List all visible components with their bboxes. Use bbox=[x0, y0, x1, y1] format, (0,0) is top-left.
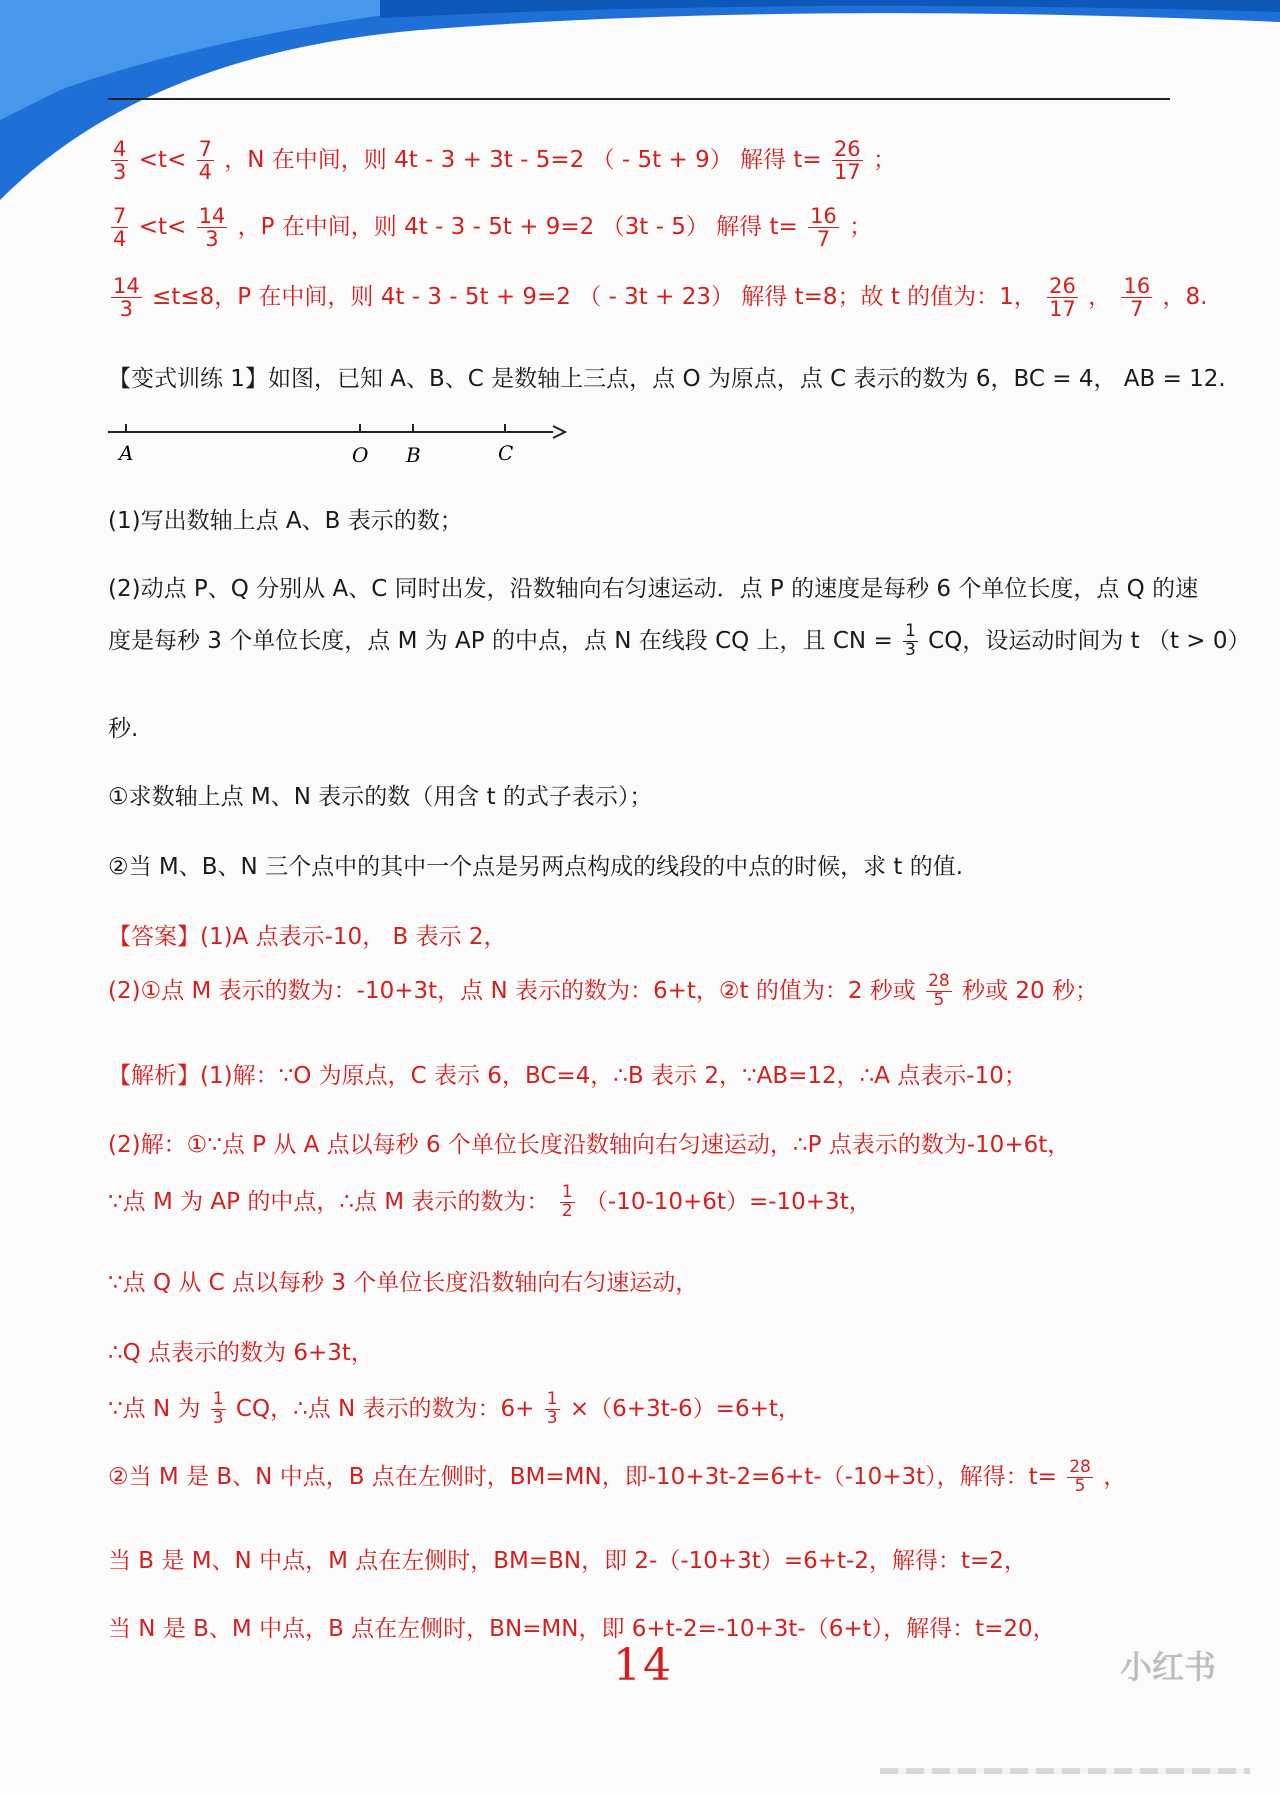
question-2-line-3: 秒. bbox=[108, 716, 139, 742]
case-line-3: $\frac{14}{3}$ ≤t≤8，P 在中间，则 4t - 3 - 5t + 9=2 （ - 3t + 23） 解得 t=8；故 t 的值为：1， $\frac{26}{17}$ ， $\frac{16}{7}$ ，8. bbox=[113, 274, 1208, 322]
point-a-label: A bbox=[119, 441, 134, 465]
bottom-strip bbox=[880, 1768, 1250, 1774]
point-b-label: B bbox=[406, 443, 421, 467]
analysis-line-6: ∵点 N 为 $\frac{1}{3}$ CQ，∴点 N 表示的数为：6+ $\frac{1}{3}$ ×（6+3t-6）=6+t， bbox=[108, 1389, 801, 1428]
analysis-line-5: ∴Q 点表示的数为 6+3t， bbox=[108, 1340, 374, 1366]
analysis-line-8: 当 B 是 M、N 中点，M 点在左侧时，BM=BN，即 2-（-10+3t）=6+t-2，解得：t=2， bbox=[108, 1548, 1027, 1574]
question-2-line-2: 度是每秒 3 个单位长度，点 M 为 AP 的中点，点 N 在线段 CQ 上，且 CN = $\frac{1}{3}$ CQ，设运动时间为 t （t > 0） bbox=[108, 621, 1251, 660]
analysis-line-1: 【解析】(1)解：∵O 为原点，C 表示 6，BC=4，∴B 表示 2，∵AB=12，∴A 点表示-10； bbox=[108, 1063, 1027, 1089]
point-o-label: O bbox=[352, 443, 369, 467]
page-number: 14 bbox=[613, 1640, 673, 1691]
watermark-logo: 小红书 bbox=[1120, 1648, 1217, 1686]
question-2-line-1: (2)动点 P、Q 分别从 A、C 同时出发，沿数轴向右匀速运动．点 P 的速度是每秒 6 个单位长度，点 Q 的速 bbox=[108, 576, 1199, 602]
analysis-line-2: (2)解：①∵点 P 从 A 点以每秒 6 个单位长度沿数轴向右匀速运动，∴P 点表示的数为-10+6t， bbox=[108, 1132, 1071, 1158]
question-1: (1)写出数轴上点 A、B 表示的数； bbox=[108, 508, 463, 534]
problem-intro: 【变式训练 1】如图，已知 A、B、C 是数轴上三点，点 O 为原点，点 C 表示的数为 6，BC = 4， AB = 12. bbox=[108, 366, 1226, 392]
analysis-line-7: ②当 M 是 B、N 中点，B 点在左侧时，BM=MN，即-10+3t-2=6+t-（-10+3t），解得：t= $\frac{28}{5}$ ， bbox=[108, 1457, 1127, 1496]
number-line-figure bbox=[108, 418, 568, 468]
case-line-1: $\frac{4}{3}$ <t< $\frac{7}{4}$ ，N 在中间，则 4t - 3 + 3t - 5=2 （ - 5t + 9） 解得 t= $\frac{26}{17}$ ； bbox=[113, 137, 896, 185]
answer-line-2: (2)①点 M 表示的数为：-10+3t，点 N 表示的数为：6+t，②t 的值为：2 秒或 $\frac{28}{5}$ 秒或 20 秒； bbox=[108, 971, 1098, 1010]
answer-line-1: 【答案】(1)A 点表示-10， B 表示 2， bbox=[108, 924, 507, 950]
analysis-line-4: ∵点 Q 从 C 点以每秒 3 个单位长度沿数轴向右匀速运动， bbox=[108, 1270, 699, 1296]
header-rule bbox=[108, 98, 1170, 100]
analysis-line-9: 当 N 是 B、M 中点，B 点在左侧时，BN=MN，即 6+t-2=-10+3t-（6+t），解得：t=20， bbox=[108, 1616, 1056, 1642]
sub-question-1: ①求数轴上点 M、N 表示的数（用含 t 的式子表示）； bbox=[108, 784, 653, 810]
sub-question-2: ②当 M、B、N 三个点中的其中一个点是另两点构成的线段的中点的时候，求 t 的值. bbox=[108, 854, 964, 880]
point-c-label: C bbox=[498, 441, 514, 465]
analysis-line-3: ∵点 M 为 AP 的中点，∴点 M 表示的数为： $\frac{1}{2}$ （-10-10+6t）=-10+3t， bbox=[108, 1182, 872, 1221]
case-line-2: $\frac{7}{4}$ <t< $\frac{14}{3}$ ，P 在中间，则 4t - 3 - 5t + 9=2 （3t - 5） 解得 t= $\frac{16}{7}$ ； bbox=[113, 204, 873, 252]
